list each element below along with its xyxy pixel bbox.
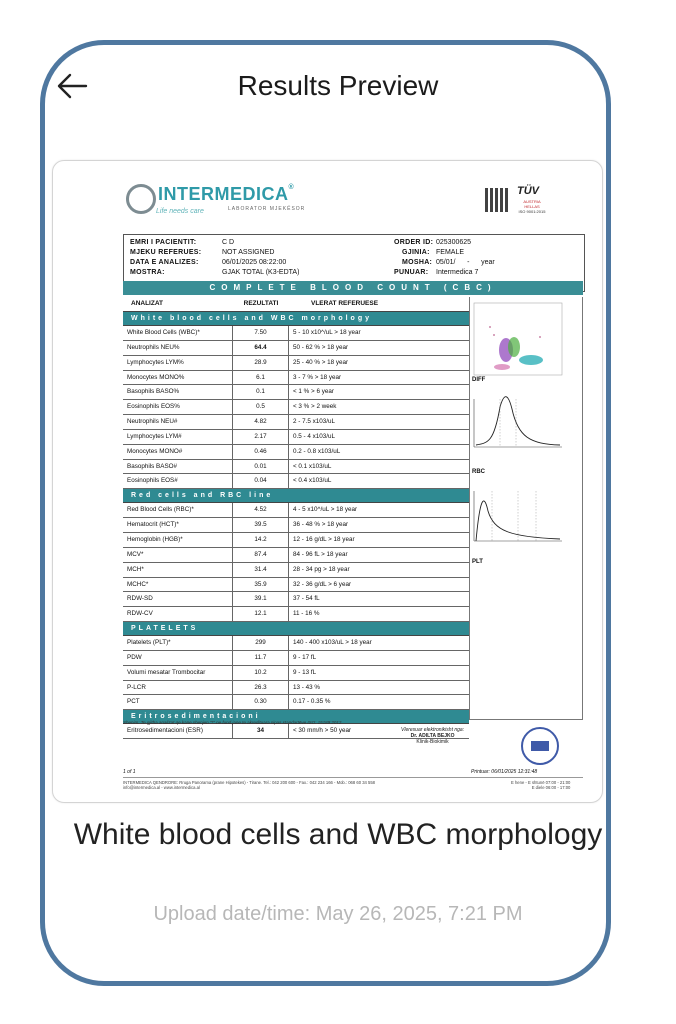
test-name: RDW-SD xyxy=(123,592,233,606)
verification: Vleresuar elektronikisht nga: Dr. ADILTA BEJKO Klinik-Biokimik xyxy=(401,727,465,745)
reference-range: < 0.4 x103/uL xyxy=(293,477,332,485)
results-table xyxy=(123,297,469,739)
plt-histogram xyxy=(474,491,562,541)
table-row xyxy=(123,533,469,548)
table-row xyxy=(123,400,469,415)
table-row xyxy=(123,356,469,371)
test-name: RDW-CV xyxy=(123,607,233,621)
test-name: PCT xyxy=(123,695,233,709)
reference-range: 11 - 16 % xyxy=(293,610,320,618)
test-name: Neutrophils NEU# xyxy=(123,415,233,429)
test-value: 35.9 xyxy=(233,578,289,592)
test-value: 4.82 xyxy=(233,415,289,429)
result-title: White blood cells and WBC morphology xyxy=(73,818,603,851)
plt-label: PLT xyxy=(472,559,483,565)
test-value: 14.2 xyxy=(233,533,289,547)
lab-report xyxy=(71,179,584,789)
section-header: Red cells and RBC line xyxy=(123,489,469,503)
reference-range: < 3 % > 2 week xyxy=(293,403,337,411)
table-row xyxy=(123,636,469,651)
table-row xyxy=(123,385,469,400)
table-row xyxy=(123,695,469,710)
reference-range: 2 - 7.5 x103/uL xyxy=(293,418,336,426)
table-row xyxy=(123,578,469,593)
test-value: 299 xyxy=(233,636,289,650)
rbc-label: RBC xyxy=(472,469,485,475)
test-name: Platelets (PLT)* xyxy=(123,636,233,650)
reference-range: 3 - 7 % > 18 year xyxy=(293,373,342,381)
logo-subtitle: LABORATOR MJEKËSOR xyxy=(228,206,306,212)
test-name: White Blood Cells (WBC)* xyxy=(123,326,233,340)
test-value: 28.9 xyxy=(233,356,289,370)
diff-scatter xyxy=(489,326,543,370)
tuv-subtitle: AUSTRIA HELLAS ISO 9001:2015 xyxy=(518,199,546,214)
page-title: Results Preview xyxy=(237,70,439,101)
section-header: Eritrosedimentacioni xyxy=(123,710,469,724)
section-header: White blood cells and WBC morphology xyxy=(123,312,469,326)
reference-range: 0.5 - 4 x103/uL xyxy=(293,432,336,440)
document-preview[interactable] xyxy=(52,160,603,803)
table-row xyxy=(123,607,469,622)
histogram-panel xyxy=(469,297,583,720)
reference-range: 140 - 400 x103/uL > 18 year xyxy=(293,639,372,647)
test-name: Eosinophils EOS% xyxy=(123,400,233,414)
printed-date: Printuar: 06/01/2025 12:31:48 xyxy=(471,769,538,775)
table-row xyxy=(123,563,469,578)
test-value: 31.4 xyxy=(233,563,289,577)
reference-range: 12 - 16 g/dL > 18 year xyxy=(293,535,355,543)
reference-range: 84 - 96 fL > 18 year xyxy=(293,550,348,558)
table-row xyxy=(123,430,469,445)
table-row xyxy=(123,503,469,518)
reference-range: 13 - 43 % xyxy=(293,683,320,691)
reference-range: 32 - 36 g/dL > 6 year xyxy=(293,580,352,588)
table-row xyxy=(123,651,469,666)
test-name: Lymphocytes LYM# xyxy=(123,430,233,444)
test-name: MCHC* xyxy=(123,578,233,592)
test-name: Monocytes MONO# xyxy=(123,445,233,459)
rbc-histogram xyxy=(474,397,562,447)
tuv-logo: TÜV xyxy=(517,185,539,197)
footnote: Shenim: Te gjitha analizat qe kane shenjen "*" ne fund jane te akredituara sipas standartëve ISO: 15189:2012 xyxy=(123,720,342,725)
test-name: Eritrosedimentacioni (ESR) xyxy=(123,724,233,738)
table-row xyxy=(123,681,469,696)
test-value: 0.01 xyxy=(233,460,289,474)
reference-range: 37 - 54 fL xyxy=(293,595,320,603)
reference-range: < 0.1 x103/uL xyxy=(293,462,332,470)
logo-name: INTERMEDICA® xyxy=(158,184,295,204)
test-value: 0.1 xyxy=(233,385,289,399)
page-number: 1 of 1 xyxy=(123,769,136,775)
test-name: Neutrophils NEU% xyxy=(123,341,233,355)
test-value: 0.46 xyxy=(233,445,289,459)
reference-range: 9 - 17 fL xyxy=(293,653,317,661)
patient-info: EMRI I PACIENTIT: C D MJEKU REFERUES: NOT ASSIGNED DATA E ANALIZES: 06/01/2025 08:22:00 MOSTRA: GJAK TOTAL (K3-EDTA) ORDER ID: 025300625 GJINIA: FEMALE MOSHA: 05/01/ - year PUNUAR: Intermedica 7 xyxy=(123,234,585,292)
test-name: PDW xyxy=(123,651,233,665)
footer-divider xyxy=(123,777,583,778)
test-value: 2.17 xyxy=(233,430,289,444)
footer-address: INTERMEDICA QENDRORE: Rruga Panorama (prane Hipotekes) - Tirane. Tel.: 042 200 600 - Fax.: 042 234 166 - Mob.: 068 60 34 558 info@intermedica.al - www.intermedica.al xyxy=(123,780,375,790)
table-row xyxy=(123,460,469,475)
diff-label: DIFF xyxy=(472,377,486,383)
section-header: PLATELETS xyxy=(123,622,469,636)
stamp-icon xyxy=(521,727,559,765)
table-row xyxy=(123,371,469,386)
test-name: Hemoglobin (HGB)* xyxy=(123,533,233,547)
table-row xyxy=(123,341,469,356)
upload-datetime: Upload date/time: May 26, 2025, 7:21 PM xyxy=(153,903,523,925)
table-row xyxy=(123,548,469,563)
test-name: Basophils BASO% xyxy=(123,385,233,399)
test-value: 34 xyxy=(233,724,289,738)
table-row xyxy=(123,474,469,489)
test-name: Monocytes MONO% xyxy=(123,371,233,385)
test-name: MCH* xyxy=(123,563,233,577)
reference-range: 36 - 48 % > 18 year xyxy=(293,521,349,529)
test-value: 64.4 xyxy=(233,341,289,355)
test-name: Eosinophils EOS# xyxy=(123,474,233,488)
test-value: 11.7 xyxy=(233,651,289,665)
test-name: P-LCR xyxy=(123,681,233,695)
reference-range: < 1 % > 6 year xyxy=(293,388,334,396)
qr-code-icon xyxy=(485,188,509,212)
test-value: 0.30 xyxy=(233,695,289,709)
test-value: 10.2 xyxy=(233,666,289,680)
reference-range: 50 - 62 % > 18 year xyxy=(293,343,349,351)
test-name: Lymphocytes LYM% xyxy=(123,356,233,370)
test-value: 26.3 xyxy=(233,681,289,695)
test-value: 39.1 xyxy=(233,592,289,606)
table-row xyxy=(123,415,469,430)
footer-hours: E hene - E shtunë 07:00 - 21:00 E diele 06:00 - 17:00 xyxy=(511,780,571,790)
logo-tagline: Life needs care xyxy=(156,208,204,215)
logo-mark-icon xyxy=(126,184,156,214)
reference-range: 0.17 - 0.35 % xyxy=(293,698,331,706)
histograms xyxy=(470,297,584,720)
cbc-title: COMPLETE BLOOD COUNT (CBC) xyxy=(123,281,583,295)
reference-range: 5 - 10 x10^/uL > 18 year xyxy=(293,329,361,336)
table-row xyxy=(123,592,469,607)
test-value: 87.4 xyxy=(233,548,289,562)
table-row xyxy=(123,445,469,460)
test-value: 7.50 xyxy=(233,326,289,340)
test-name: Red Blood Cells (RBC)* xyxy=(123,503,233,517)
test-value: 0.5 xyxy=(233,400,289,414)
test-value: 0.04 xyxy=(233,474,289,488)
test-value: 39.5 xyxy=(233,518,289,532)
reference-range: 9 - 13 fL xyxy=(293,668,317,676)
test-value: 6.1 xyxy=(233,371,289,385)
test-value: 4.52 xyxy=(233,503,289,517)
test-name: Volumi mesatar Trombocitar xyxy=(123,666,233,680)
reference-range: 25 - 40 % > 18 year xyxy=(293,358,349,366)
test-value: 12.1 xyxy=(233,607,289,621)
test-name: MCV* xyxy=(123,548,233,562)
reference-range: < 30 mm/h > 50 year xyxy=(293,727,352,735)
table-header: ANALIZAT REZULTATI VLERAT REFERUESE xyxy=(123,297,469,312)
reference-range: 4 - 5 x10^/uL > 18 year xyxy=(293,506,358,514)
test-name: Basophils BASO# xyxy=(123,460,233,474)
table-row xyxy=(123,666,469,681)
test-name: Hematocrit (HCT)* xyxy=(123,518,233,532)
table-row xyxy=(123,518,469,533)
table-row xyxy=(123,326,469,341)
reference-range: 0.2 - 0.8 x103/uL xyxy=(293,447,341,455)
reference-range: 28 - 34 pg > 18 year xyxy=(293,565,350,573)
